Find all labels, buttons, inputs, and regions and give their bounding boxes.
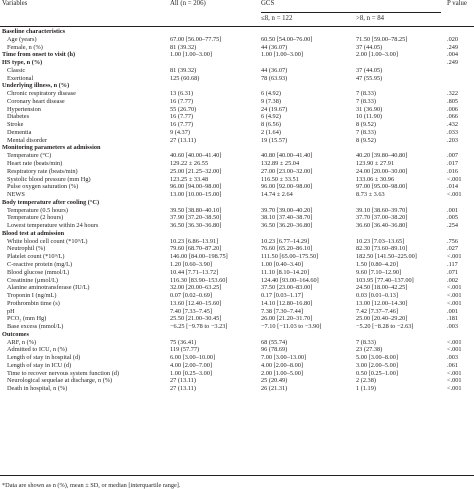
cell-pvalue: .002 (447, 276, 459, 284)
table-row (0, 346, 474, 354)
table-row (0, 98, 474, 106)
cell-pvalue: <.001 (447, 338, 462, 346)
cell-gcs-le8: 26 (21.31) (261, 385, 288, 393)
cell-pvalue: .805 (447, 97, 459, 105)
cell-pvalue: <.001 (447, 299, 462, 307)
row-label: Alanine aminotransferase (IU/L) (7, 284, 90, 292)
table-row (0, 67, 474, 75)
cell-gcs-gt8: 37 (44.05) (356, 66, 383, 74)
table-row (0, 269, 474, 277)
cell-gcs-gt8: 24.50 [18.00–42.25] (356, 284, 408, 292)
cell-all: 96.00 [94.00–98.00] (170, 183, 222, 191)
row-label: C-reactive protein (mg/L) (7, 260, 73, 268)
cell-gcs-gt8: 2 (2.38) (356, 377, 376, 385)
cell-pvalue: <.001 (447, 369, 462, 377)
table-row (0, 245, 474, 253)
table-row (0, 300, 474, 308)
row-label: NEWS (7, 191, 25, 199)
section-row (0, 230, 474, 238)
cell-gcs-le8: −7.10 [−11.03 to −3.90] (261, 323, 322, 331)
cell-all: 1.20 [0.60–3.90] (170, 260, 212, 268)
table-row (0, 137, 474, 145)
cell-gcs-le8: 96.00 [92.00–98.00] (261, 183, 313, 191)
cell-gcs-gt8: 37.70 [37.00–38.20] (356, 214, 408, 222)
cell-all: 25.00 [21.25–32.00] (170, 167, 222, 175)
row-label: Length of stay in ICU (d) (7, 361, 72, 369)
cell-gcs-gt8: −5.20 [−8.28 to −2.63] (356, 323, 414, 331)
cell-gcs-gt8: 7 (8.33) (356, 338, 376, 346)
header-gcs-gt8: >8, n = 84 (356, 15, 385, 22)
row-label: ARF, n (%) (7, 338, 37, 346)
table-row (0, 207, 474, 215)
cell-pvalue: .061 (447, 361, 459, 369)
table-row (0, 277, 474, 285)
table-row (0, 354, 474, 362)
cell-gcs-le8: 37.50 [23.00–83.00] (261, 284, 313, 292)
cell-pvalue: .322 (447, 90, 459, 98)
row-label: Neutrophil (%) (7, 245, 46, 253)
cell-gcs-gt8: 3.00 [2.00–5.00] (356, 361, 398, 369)
cell-all: 55 (26.70) (170, 105, 197, 113)
row-label: Lowest temperature within 24 hours (7, 222, 99, 230)
cell-pvalue: .033 (447, 128, 459, 136)
cell-pvalue: <.001 (447, 292, 462, 300)
cell-all: 81 (39.32) (170, 66, 197, 74)
cell-gcs-gt8: 0.03 [0.01–0.13] (356, 292, 398, 300)
cell-gcs-le8: 6 (4.92) (261, 90, 281, 98)
table-row (0, 222, 474, 230)
cell-all: 40.60 [40.00–41.40] (170, 152, 222, 160)
cell-all: 37.90 [37.20–38.50] (170, 214, 222, 222)
table-row (0, 339, 474, 347)
cell-gcs-le8: 60.50 [54.00–76.00] (261, 35, 313, 43)
cell-gcs-le8: 124.40 [93.00–164.60] (261, 276, 319, 284)
cell-gcs-le8: 44 (36.07) (261, 43, 288, 51)
table-row (0, 44, 474, 52)
cell-gcs-le8: 4.00 [2.00–8.00] (261, 361, 303, 369)
table-bottom-rule (0, 475, 474, 476)
header-gcs: GCS (261, 0, 275, 7)
table-row (0, 113, 474, 121)
row-label: Respiratory rate (beats/min) (7, 167, 78, 175)
row-label: PCO₂ (mm Hg) (7, 315, 47, 323)
row-label: Base excess (mmol/L) (7, 323, 64, 331)
row-label: Prothrombin time (s) (7, 299, 60, 307)
cell-all: 9 (4.37) (170, 128, 190, 136)
cell-gcs-le8: 26.00 [21.20–31.70] (261, 315, 313, 323)
cell-gcs-le8: 0.17 [0.03–1.17] (261, 292, 303, 300)
cell-gcs-le8: 7.38 [7.30–7.44] (261, 307, 303, 315)
cell-gcs-le8: 8 (6.56) (261, 121, 281, 129)
cell-pvalue: .117 (447, 260, 458, 268)
row-label: Underlying illness, n (%) (2, 82, 70, 90)
row-label: Outcomes (2, 330, 29, 338)
cell-gcs-le8: 14.10 [12.80–16.80] (261, 299, 313, 307)
row-label: Coronary heart disease (7, 97, 65, 105)
cell-gcs-le8: 96 (78.69) (261, 346, 288, 354)
table-header (0, 0, 474, 26)
cell-gcs-gt8: 39.10 [38.60–39.70] (356, 206, 408, 214)
row-label: Admitted to ICU, n (%) (7, 346, 67, 354)
cell-gcs-gt8: 182.50 [141.50–225.00] (356, 253, 417, 261)
cell-all: 6.00 [3.00–10.00] (170, 354, 216, 362)
cell-pvalue: .071 (447, 268, 459, 276)
table-row (0, 308, 474, 316)
row-label: Exertional (7, 74, 34, 82)
cell-pvalue: <.001 (447, 385, 462, 393)
cell-gcs-le8: 1.00 [0.40–3.40] (261, 260, 303, 268)
cell-gcs-le8: 19 (15.57) (261, 136, 288, 144)
cell-gcs-gt8: 0.50 [0.25–1.00] (356, 369, 398, 377)
cell-gcs-le8: 14.74 ± 2.64 (261, 191, 293, 199)
row-label: Time from onset to visit (h) (2, 51, 76, 59)
cell-all: 1.00 [0.25–3.00] (170, 369, 212, 377)
cell-pvalue: .254 (447, 222, 459, 230)
cell-gcs-gt8: 31 (36.90) (356, 105, 383, 113)
header-gcs-le8: ≤8, n = 122 (261, 15, 293, 22)
cell-gcs-le8: 38.10 [37.40–38.70] (261, 214, 313, 222)
table-row (0, 191, 474, 199)
cell-pvalue: .027 (447, 245, 459, 253)
cell-gcs-le8: 24 (19.67) (261, 105, 288, 113)
cell-all: 32.00 [20.00–63.25] (170, 284, 222, 292)
cell-gcs-le8: 68 (55.74) (261, 338, 288, 346)
header-variables: Variables (2, 0, 28, 7)
cell-all: 10.44 [7.71–13.72] (170, 268, 219, 276)
row-label: Female, n (%) (7, 43, 43, 51)
table-row (0, 75, 474, 83)
cell-all: 39.50 [38.80–40.10] (170, 206, 222, 214)
cell-pvalue: .756 (447, 237, 459, 245)
cell-gcs-gt8: 47 (55.95) (356, 74, 383, 82)
table-row (0, 90, 474, 98)
cell-all: 25.50 [21.00–30.45] (170, 315, 222, 323)
table-row (0, 176, 474, 184)
cell-all: 0.07 [0.02–0.69] (170, 292, 212, 300)
cell-gcs-gt8: 82.30 [73.60–89.10] (356, 245, 408, 253)
cell-gcs-gt8: 8 (9.52) (356, 136, 376, 144)
table-body (0, 28, 474, 393)
row-label: Stroke (7, 121, 24, 129)
cell-pvalue: .181 (447, 315, 459, 323)
gcs-subheader-rule (261, 12, 441, 13)
cell-gcs-le8: 11.10 [8.10–14.20] (261, 268, 310, 276)
cell-all: −6.25 [−9.78 to −3.23] (170, 323, 228, 331)
row-label: Systolic blood pressure (mm Hg) (7, 175, 91, 183)
cell-gcs-gt8: 133.06 ± 30.96 (356, 175, 395, 183)
cell-gcs-le8: 1.00 [1.00–3.00] (261, 51, 303, 59)
table-row (0, 315, 474, 323)
cell-gcs-le8: 116.50 ± 33.51 (261, 175, 299, 183)
cell-gcs-le8: 44 (36.07) (261, 66, 288, 74)
cell-all: 119 (57.77) (170, 346, 200, 354)
cell-gcs-le8: 9 (7.38) (261, 97, 281, 105)
cell-gcs-gt8: 97.00 [95.00–98.00] (356, 183, 408, 191)
table-row (0, 121, 474, 129)
cell-all: 16 (7.77) (170, 121, 194, 129)
section-row (0, 199, 474, 207)
row-label: Time to recover nervous system function (d) (7, 369, 120, 377)
section-row (0, 144, 474, 152)
table-row (0, 214, 474, 222)
table-row (0, 253, 474, 261)
cell-gcs-le8: 132.89 ± 25.04 (261, 160, 300, 168)
cell-gcs-le8: 25 (20.49) (261, 377, 288, 385)
row-label: Death in hospital, n (%) (7, 385, 68, 393)
row-label: Blood test at admission (2, 229, 65, 237)
row-label: Mental disorder (7, 136, 48, 144)
table-row (0, 323, 474, 331)
table-row (0, 160, 474, 168)
cell-pvalue: <.001 (447, 191, 462, 199)
cell-gcs-gt8: 5.00 [3.00–8.00] (356, 354, 398, 362)
cell-gcs-gt8: 8 (9.52) (356, 121, 376, 129)
cell-gcs-gt8: 71.50 [59.00–78.25] (356, 35, 408, 43)
table-row (0, 183, 474, 191)
row-label: Body temperature after cooling (°C) (2, 198, 100, 206)
row-label: Baseline characteristics (2, 28, 66, 35)
cell-gcs-gt8: 36.60 [36.40–36.80] (356, 222, 408, 230)
row-label: White blood cell count (*10⁹/L) (7, 237, 88, 245)
cell-gcs-gt8: 103.95 [77.40–137.00] (356, 276, 414, 284)
section-row (0, 59, 474, 67)
cell-all: 116.30 [83.90–153.60] (170, 276, 228, 284)
cell-all: 36.50 [36.30–36.80] (170, 222, 222, 230)
cell-pvalue: .004 (447, 51, 459, 59)
cell-gcs-le8: 78 (63.93) (261, 74, 288, 82)
row-label: Pulse oxygen saturation (%) (7, 183, 79, 191)
section-row (0, 51, 474, 59)
row-label: Length of stay in hospital (d) (7, 354, 81, 362)
section-row (0, 331, 474, 339)
row-label: Creatinine (µmol/L) (7, 276, 59, 284)
header-bottom-rule (0, 26, 474, 27)
cell-gcs-le8: 40.80 [40.00–41.40] (261, 152, 313, 160)
cell-gcs-le8: 10.23 [6.77–14.29] (261, 237, 310, 245)
cell-gcs-gt8: 1.50 [0.80–4.20] (356, 260, 398, 268)
row-label: Age (years) (7, 35, 37, 43)
cell-pvalue: .016 (447, 167, 459, 175)
cell-all: 129.22 ± 26.55 (170, 160, 209, 168)
cell-gcs-le8: 6 (4.92) (261, 113, 281, 121)
row-label: Temperature (2 hours) (7, 214, 64, 222)
cell-all: 146.00 [84.00–198.75] (170, 253, 228, 261)
cell-gcs-gt8: 10 (11.90) (356, 113, 382, 121)
cell-all: 10.23 [6.86–13.91] (170, 237, 219, 245)
cell-gcs-le8: 111.50 [65.00–175.50] (261, 253, 319, 261)
cell-pvalue: .003 (447, 323, 459, 331)
row-label: Blood glucose (mmol/L) (7, 268, 70, 276)
table-row (0, 284, 474, 292)
table-row (0, 370, 474, 378)
cell-all: 27 (13.11) (170, 385, 196, 393)
header-pvalue: P value (447, 0, 467, 7)
cell-gcs-gt8: 7.42 [7.37–7.46] (356, 307, 398, 315)
cell-gcs-le8: 2.00 [1.00–5.00] (261, 369, 303, 377)
table-row (0, 261, 474, 269)
cell-gcs-gt8: 25.00 [20.40–29.20] (356, 315, 408, 323)
table-footnote: *Data are shown as n (%), mean ± SD, or median [interquartile range]. (2, 482, 181, 489)
table-row (0, 36, 474, 44)
table-row (0, 362, 474, 370)
row-label: Dementia (7, 128, 32, 136)
cell-pvalue: .203 (447, 136, 459, 144)
cell-pvalue: .017 (447, 160, 459, 168)
cell-pvalue: .001 (447, 206, 459, 214)
cell-all: 79.60 [68.70–87.20] (170, 245, 222, 253)
cell-pvalue: .066 (447, 113, 459, 121)
table-row (0, 385, 474, 393)
cell-all: 16 (7.77) (170, 113, 194, 121)
cell-gcs-gt8: 13.00 [12.00–14.30] (356, 299, 408, 307)
cell-all: 27 (13.11) (170, 377, 196, 385)
row-label: Platelet count (*10⁹/L) (7, 253, 65, 261)
cell-pvalue: .014 (447, 183, 459, 191)
row-label: Hypertension (7, 105, 41, 113)
row-label: Neurological sequelae at discharge, n (%) (7, 377, 113, 385)
cell-gcs-gt8: 10.23 [7.03–13.65] (356, 237, 405, 245)
cell-pvalue: .249 (447, 43, 459, 51)
cell-gcs-gt8: 7 (8.33) (356, 128, 376, 136)
table-row (0, 129, 474, 137)
cell-gcs-gt8: 123.90 ± 27.91 (356, 160, 395, 168)
table-row (0, 238, 474, 246)
cell-gcs-gt8: 1 (1.19) (356, 385, 376, 393)
section-row (0, 28, 474, 36)
cell-all: 27 (13.11) (170, 136, 196, 144)
cell-all: 13 (6.31) (170, 90, 194, 98)
cell-gcs-le8: 7.00 [3.00–13.00] (261, 354, 307, 362)
row-label: Temperature (°C) (7, 152, 52, 160)
cell-pvalue: .006 (447, 105, 459, 113)
cell-pvalue: <.001 (447, 253, 462, 261)
cell-gcs-gt8: 2.00 [1.00–3.00] (356, 51, 398, 59)
cell-all: 4.00 [2.00–7.00] (170, 361, 212, 369)
cell-gcs-gt8: 40.20 [39.80–40.80] (356, 152, 408, 160)
table-row (0, 292, 474, 300)
table-row (0, 106, 474, 114)
cell-pvalue: .001 (447, 307, 459, 315)
cell-pvalue: .003 (447, 354, 459, 362)
cell-gcs-gt8: 23 (27.38) (356, 346, 383, 354)
cell-pvalue: <.001 (447, 377, 462, 385)
header-all: All (n = 206) (170, 0, 206, 7)
cell-all: 67.00 [56.00–77.75] (170, 35, 222, 43)
cell-all: 123.25 ± 33.48 (170, 175, 209, 183)
cell-all: 16 (7.77) (170, 97, 194, 105)
table-row (0, 152, 474, 160)
cell-pvalue: <.001 (447, 284, 462, 292)
cell-pvalue: <.001 (447, 175, 462, 183)
cell-gcs-le8: 2 (1.64) (261, 128, 281, 136)
cell-all: 81 (39.32) (170, 43, 197, 51)
cell-pvalue: .020 (447, 35, 459, 43)
row-label: Heart rate (beats/min) (7, 160, 63, 168)
cell-gcs-le8: 76.60 [65.20–86.10] (261, 245, 313, 253)
cell-all: 7.40 [7.33–7.45] (170, 307, 212, 315)
row-label: Chronic respiratory disease (7, 90, 76, 98)
cell-pvalue: .007 (447, 152, 459, 160)
cell-all: 125 (60.68) (170, 74, 200, 82)
cell-all: 1.00 [1.00–3.00] (170, 51, 212, 59)
row-label: Classic (7, 66, 26, 74)
cell-gcs-gt8: 24.00 [20.00–30.00] (356, 167, 408, 175)
cell-pvalue: <.001 (447, 346, 462, 354)
cell-gcs-gt8: 9.60 [7.10–12.90] (356, 268, 402, 276)
cell-gcs-gt8: 37 (44.05) (356, 43, 383, 51)
cell-gcs-gt8: 8.73 ± 3.63 (356, 191, 385, 199)
cell-gcs-le8: 27.00 [23.00–32.00] (261, 167, 313, 175)
cell-gcs-le8: 36.50 [36.20–36.80] (261, 222, 313, 230)
row-label: Diabetes (7, 113, 30, 121)
table-row (0, 377, 474, 385)
row-label: Temperature (0.5 hours) (7, 206, 68, 214)
cell-pvalue: .249 (447, 59, 459, 67)
section-row (0, 82, 474, 90)
cell-all: 13.60 [12.40–15.60] (170, 299, 222, 307)
cell-gcs-gt8: 7 (8.33) (356, 90, 376, 98)
cell-all: 13.00 [10.00–15.00] (170, 191, 222, 199)
cell-all: 75 (36.41) (170, 338, 197, 346)
row-label: pH (7, 307, 15, 315)
cell-pvalue: .432 (447, 121, 459, 129)
row-label: Monitoring parameters at admission (2, 144, 101, 152)
cell-gcs-le8: 39.70 [39.00–40.20] (261, 206, 313, 214)
cell-gcs-gt8: 7 (8.33) (356, 97, 376, 105)
row-label: HS type, n (%) (2, 59, 43, 67)
cell-pvalue: .005 (447, 214, 459, 222)
table-row (0, 168, 474, 176)
row-label: Troponin I (ng/mL) (7, 292, 57, 300)
